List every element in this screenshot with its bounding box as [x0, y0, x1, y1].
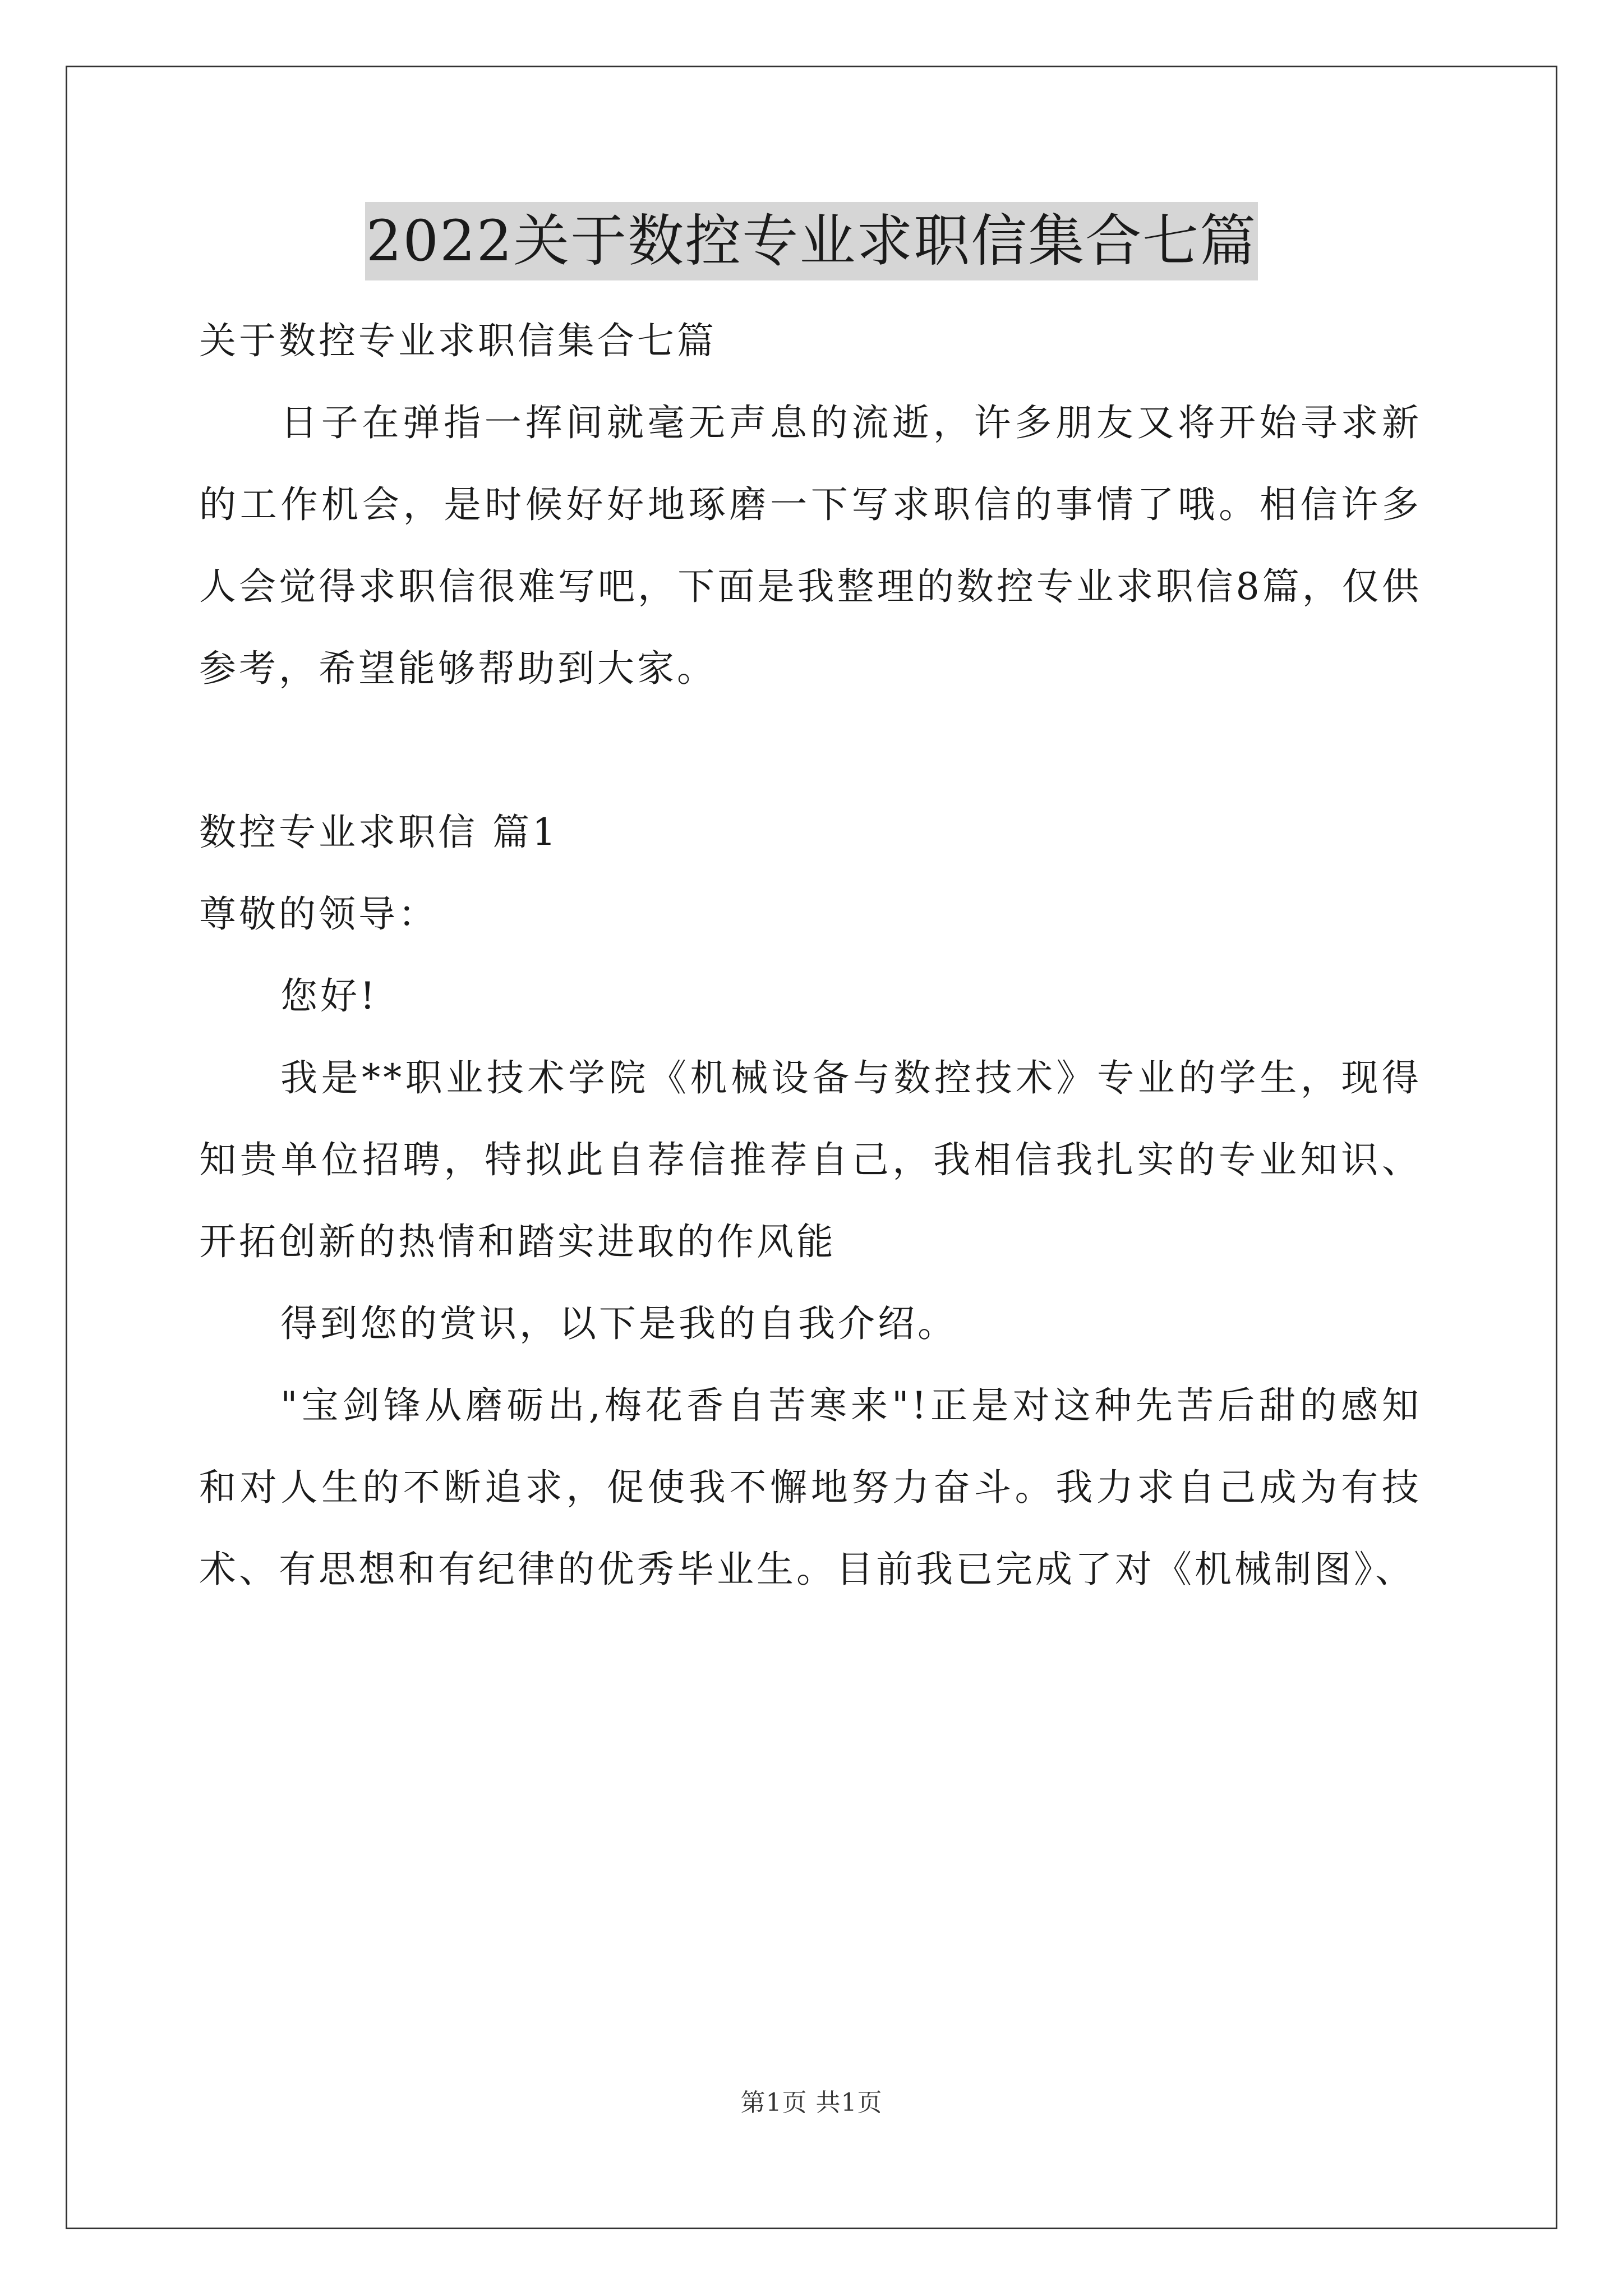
- document-title: 2022关于数控专业求职信集合七篇: [365, 202, 1258, 280]
- document-subtitle: 关于数控专业求职信集合七篇: [199, 319, 717, 362]
- section-spacer: [199, 710, 1422, 792]
- body-paragraph: 我是**职业技术学院《机械设备与数控技术》专业的学生，现得知贵单位招聘，特拟此自荐信推荐自己，我相信我扎实的专业知识、开拓创新的热情和踏实进取的作风能: [199, 1056, 1422, 1263]
- section-heading: 数控专业求职信 篇1: [199, 811, 559, 854]
- document-body: [199, 300, 1422, 1611]
- salutation: 尊敬的领导：: [199, 892, 438, 936]
- body-paragraph: 得到您的赏识，以下是我的自我介绍。: [280, 1302, 957, 1345]
- body-paragraph: "宝剑锋从磨砺出,梅花香自苦寒来"!正是对这种先苦后甜的感知和对人生的不断追求，促使我不懈地努力奋斗。我力求自己成为有技术、有思想和有纪律的优秀毕业生。目前我已完成了对《机械制图》、: [199, 1384, 1422, 1591]
- greeting: 您好!: [280, 974, 378, 1018]
- page-footer: 第1页 共1页: [740, 2088, 883, 2117]
- intro-paragraph: 日子在弹指一挥间就毫无声息的流逝，许多朋友又将开始寻求新的工作机会，是时候好好地琢磨一下写求职信的事情了哦。相信许多人会觉得求职信很难写吧，下面是我整理的数控专业求职信8篇，仅供参考，希望能够帮助到大家。: [199, 401, 1422, 690]
- title-area: [0, 202, 1623, 280]
